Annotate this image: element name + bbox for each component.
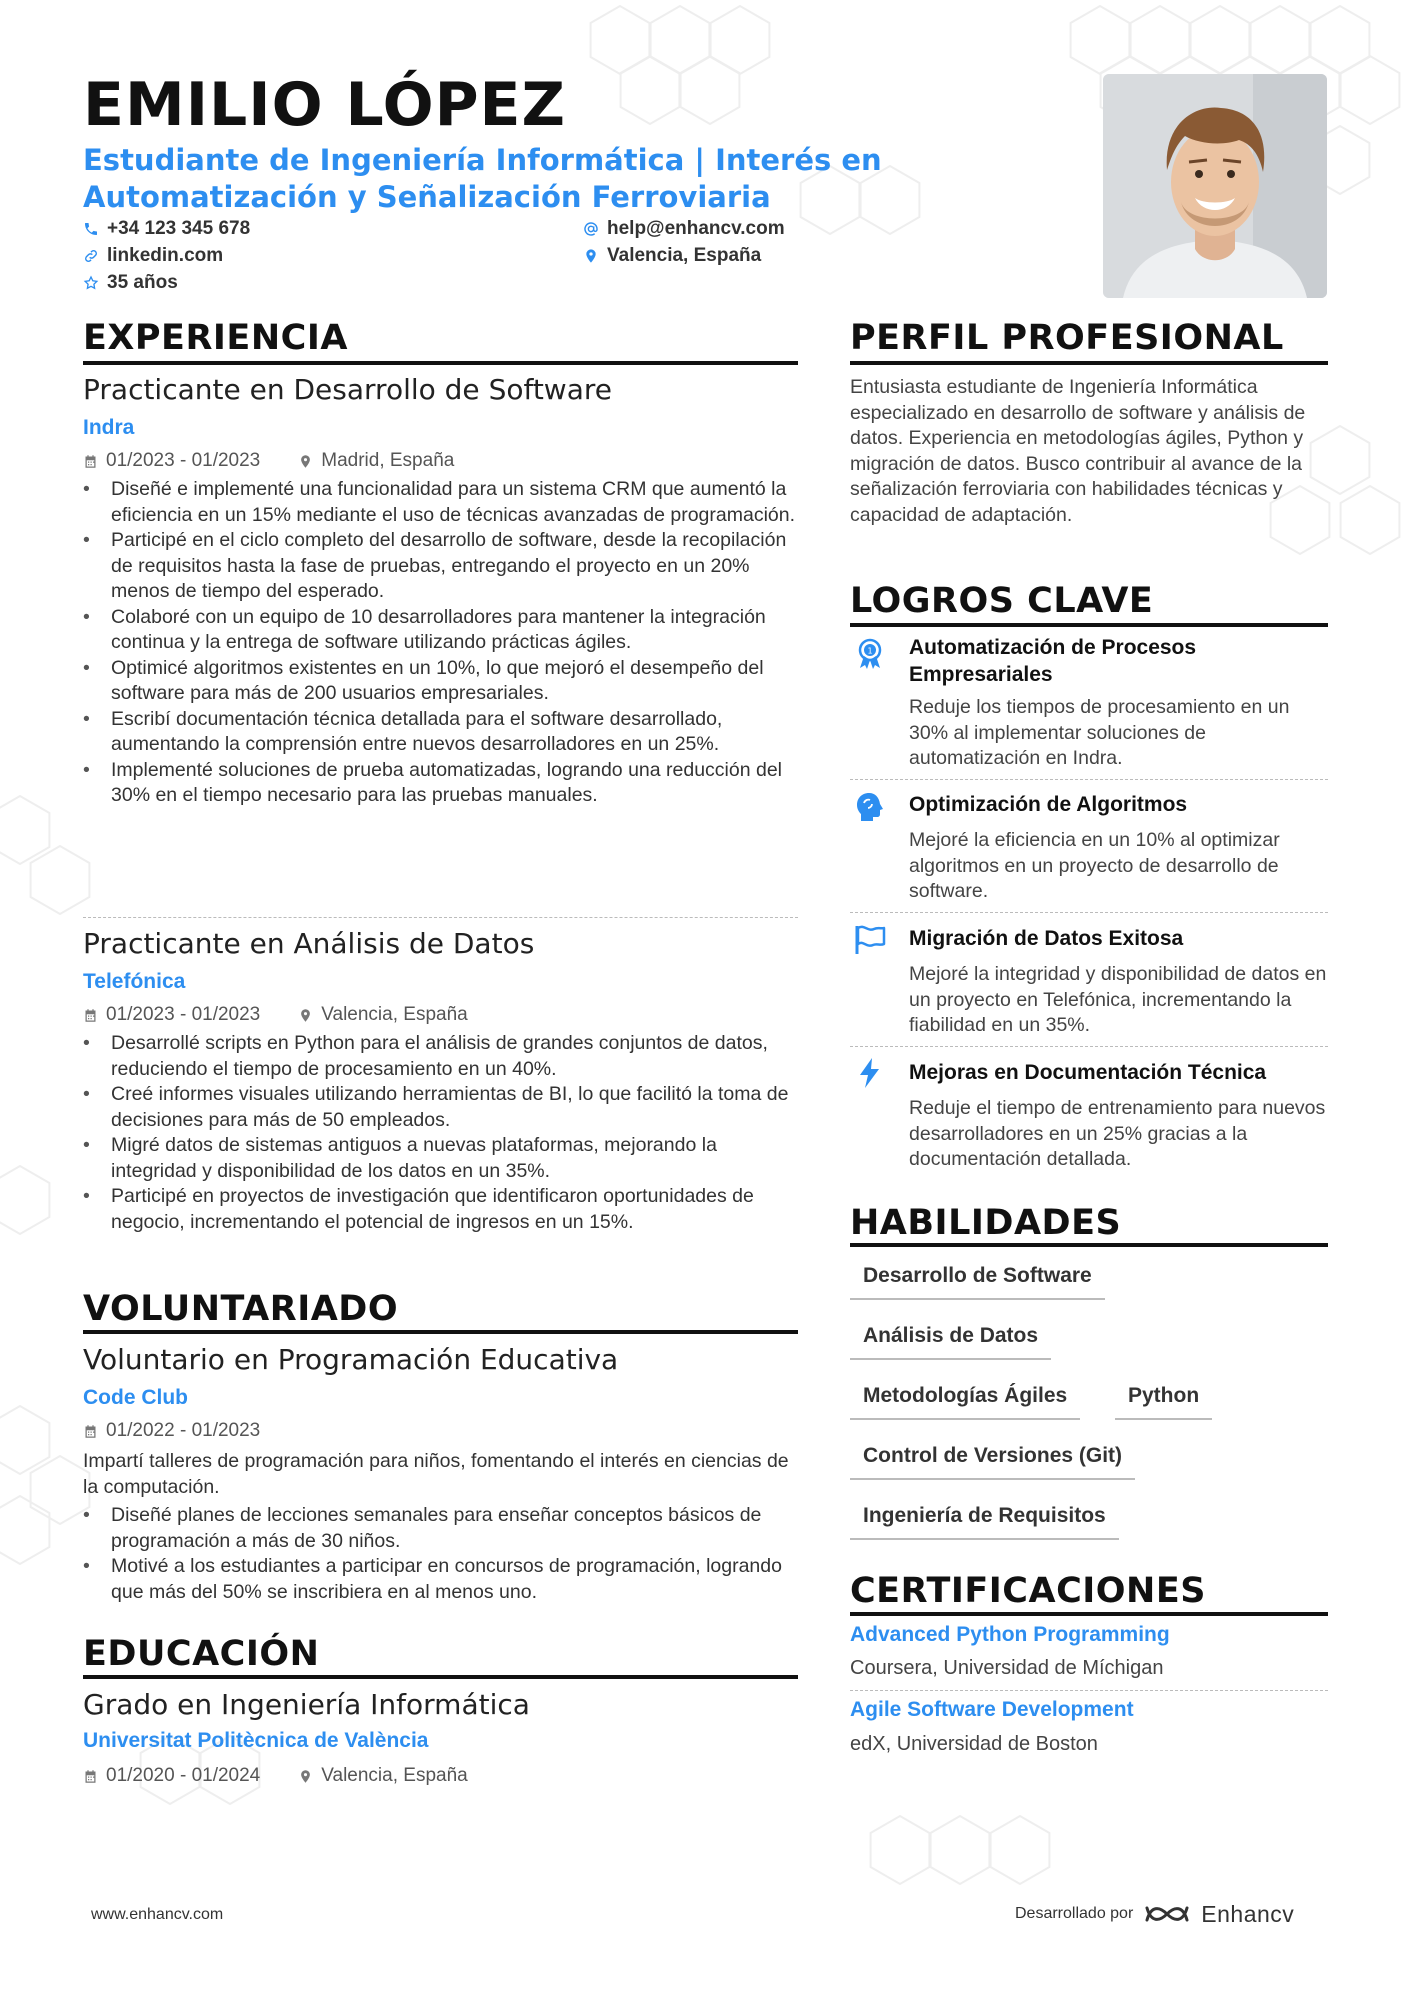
skill-tag: Análisis de Datos	[850, 1324, 1051, 1360]
contact-location	[583, 245, 761, 267]
bullet-item: • Implementé soluciones de prueba automatizadas, logrando una reducción del 30% en el tiempo necesario para las pruebas manuales.	[83, 758, 798, 809]
location-pin-icon	[298, 454, 313, 469]
section-title-experience: EXPERIENCIA	[83, 318, 348, 358]
section-rule	[83, 361, 798, 365]
footer-branding	[1015, 1900, 1294, 1928]
location-pin-icon	[298, 1008, 313, 1023]
location-pin-icon	[298, 1769, 313, 1784]
location-pin-icon	[583, 248, 599, 264]
volunteer-role: Voluntario en Programación Educativa	[83, 1343, 619, 1376]
section-rule	[850, 361, 1328, 365]
cert-name: Agile Software Development	[850, 1698, 1134, 1721]
flag-icon	[853, 922, 887, 956]
degree: Grado en Ingeniería Informática	[83, 1688, 530, 1721]
achievement-desc: Mejoré la integridad y disponibilidad de datos en un proyecto en Telefónica, incrementando la fiabilidad en un 35%.	[909, 963, 1327, 1036]
skill-tag: Metodologías Ágiles	[850, 1384, 1080, 1420]
lightning-bolt-icon	[853, 1056, 887, 1090]
bullet-item: • Participé en el ciclo completo del desarrollo de software, desde la recopilación de requisitos hasta la fase de pruebas, entregando el proyecto en un 20% menos de tiempo del esperado.	[83, 528, 798, 605]
job-dates: 01/2023 - 01/2023	[106, 1004, 261, 1025]
skill-tag: Ingeniería de Requisitos	[850, 1504, 1119, 1540]
entry-divider	[850, 912, 1328, 913]
section-title-volunteering: VOLUNTARIADO	[83, 1289, 399, 1329]
volunteer-dates: 01/2022 - 01/2023	[106, 1420, 261, 1441]
achievement-title: Optimización de Algoritmos	[909, 793, 1188, 816]
achievement-desc: Reduje los tiempos de procesamiento en un 30% al implementar soluciones de automatización en Indra.	[909, 696, 1290, 769]
bullet-item: • Colaboré con un equipo de 10 desarrolladores para mantener la integración continua y la entrega de software utilizando prácticas ágiles.	[83, 605, 798, 656]
volunteer-bullets	[83, 1503, 798, 1605]
achievement-title: Automatización de Procesos Empresariales	[909, 636, 1197, 686]
brand-name: Enhancv	[1201, 1900, 1295, 1927]
achievement-desc: Reduje el tiempo de entrenamiento para nuevos desarrolladores en un 25% gracias a la documentación detallada.	[909, 1097, 1326, 1170]
brain-head-icon	[853, 790, 887, 824]
star-icon	[83, 275, 99, 291]
bullet-item: • Creé informes visuales utilizando herramientas de BI, lo que facilitó la toma de decisiones para más de 50 empleados.	[83, 1082, 798, 1133]
link-icon	[83, 248, 99, 264]
volunteer-meta	[83, 1420, 260, 1442]
volunteer-summary: Impartí talleres de programación para niños, fomentando el interés en ciencias de la computación.	[83, 1450, 789, 1498]
school-name: Universitat Politècnica de València	[83, 1729, 429, 1752]
bullet-item: • Diseñé planes de lecciones semanales para enseñar conceptos básicos de programación a más de 30 niños.	[83, 1503, 798, 1554]
education-meta	[83, 1765, 468, 1787]
bullet-item: • Participé en proyectos de investigación que identificaron oportunidades de negocio, incrementando el potencial de ingresos en un 15%.	[83, 1184, 798, 1235]
achievement-desc: Mejoré la eficiencia en un 10% al optimizar algoritmos en un proyecto de desarrollo de software.	[909, 829, 1280, 902]
job-bullets	[83, 1031, 798, 1235]
job-meta	[83, 450, 454, 472]
profile-photo	[1103, 74, 1327, 298]
headline: Estudiante de Ingeniería Informática | Interés en Automatización y Señalización Ferroviaria	[83, 143, 882, 214]
enhancv-logo-icon	[1143, 1900, 1191, 1928]
volunteer-org: Code Club	[83, 1386, 188, 1409]
section-rule	[850, 623, 1328, 627]
company-name: Indra	[83, 416, 135, 439]
bullet-item: • Optimicé algoritmos existentes en un 10%, lo que mejoró el desempeño del software para más de 200 usuarios empresariales.	[83, 656, 798, 707]
education-location: Valencia, España	[321, 1765, 468, 1786]
section-rule	[850, 1612, 1328, 1616]
bullet-item: • Motivé a los estudiantes a participar en concursos de programación, logrando que más del 50% se inscribiera en al menos uno.	[83, 1554, 798, 1605]
skill-tag: Control de Versiones (Git)	[850, 1444, 1135, 1480]
calendar-icon	[83, 454, 98, 469]
company-name: Telefónica	[83, 970, 186, 993]
candidate-name: EMILIO LÓPEZ	[83, 70, 567, 140]
section-title-skills: HABILIDADES	[850, 1203, 1122, 1243]
skill-tag: Python	[1115, 1384, 1212, 1420]
cert-org: edX, Universidad de Boston	[850, 1733, 1098, 1755]
bullet-item: • Diseñé e implementé una funcionalidad para un sistema CRM que aumentó la eficiencia en un 15% mediante el uso de técnicas avanzadas de programación.	[83, 477, 798, 528]
contact-age	[83, 272, 178, 294]
entry-divider	[850, 779, 1328, 780]
job-title: Practicante en Análisis de Datos	[83, 927, 535, 960]
section-title-achievements: LOGROS CLAVE	[850, 581, 1154, 621]
bullet-item: • Escribí documentación técnica detallada para el software desarrollado, aumentando la comprensión entre nuevos desarrolladores en un 25%.	[83, 707, 798, 758]
cert-name: Advanced Python Programming	[850, 1623, 1170, 1646]
achievement-title: Mejoras en Documentación Técnica	[909, 1061, 1267, 1084]
phone-icon	[83, 221, 99, 237]
entry-divider	[850, 1046, 1328, 1047]
contact-linkedin[interactable]	[83, 245, 223, 267]
at-icon	[583, 221, 599, 237]
entry-divider	[83, 917, 798, 918]
contact-phone-text: +34 123 345 678	[107, 218, 251, 239]
section-rule	[850, 1243, 1328, 1247]
education-dates: 01/2020 - 01/2024	[106, 1765, 261, 1786]
svg-text:1: 1	[867, 646, 873, 656]
footer-url[interactable]: www.enhancv.com	[91, 1906, 224, 1923]
powered-by-text: Desarrollado por	[1015, 1905, 1134, 1922]
achievement-title: Migración de Datos Exitosa	[909, 927, 1184, 950]
profile-text: Entusiasta estudiante de Ingeniería Informática especializado en desarrollo de software y análisis de datos. Experiencia en metodologías ágiles, Python y migración de datos. Busco contribuir al avance de la señalización ferroviaria con habilidades técnicas y capacidad de adaptación.	[850, 376, 1306, 526]
contact-email[interactable]	[583, 218, 785, 240]
job-meta	[83, 1004, 468, 1026]
skill-tag: Desarrollo de Software	[850, 1264, 1105, 1300]
calendar-icon	[83, 1008, 98, 1023]
contact-linkedin-text: linkedin.com	[107, 245, 224, 266]
job-bullets	[83, 477, 798, 809]
job-location: Madrid, España	[321, 450, 455, 471]
section-title-profile: PERFIL PROFESIONAL	[850, 318, 1284, 358]
section-rule	[83, 1330, 798, 1334]
contact-phone	[83, 218, 250, 240]
section-rule	[83, 1675, 798, 1679]
bullet-item: • Desarrollé scripts en Python para el análisis de grandes conjuntos de datos, reduciendo el tiempo de procesamiento en un 40%.	[83, 1031, 798, 1082]
calendar-icon	[83, 1424, 98, 1439]
award-ribbon-icon	[853, 636, 887, 670]
contact-age-text: 35 años	[107, 272, 178, 293]
calendar-icon	[83, 1769, 98, 1784]
section-title-education: EDUCACIÓN	[83, 1634, 320, 1674]
job-dates: 01/2023 - 01/2023	[106, 450, 261, 471]
job-title: Practicante en Desarrollo de Software	[83, 373, 612, 406]
bullet-item: • Migré datos de sistemas antiguos a nuevas plataformas, mejorando la integridad y disponibilidad de los datos en un 35%.	[83, 1133, 798, 1184]
contact-location-text: Valencia, España	[607, 245, 762, 266]
contact-email-text: help@enhancv.com	[607, 218, 785, 239]
cert-org: Coursera, Universidad de Míchigan	[850, 1657, 1164, 1679]
entry-divider	[850, 1690, 1328, 1691]
section-title-certifications: CERTIFICACIONES	[850, 1571, 1206, 1611]
job-location: Valencia, España	[321, 1004, 468, 1025]
